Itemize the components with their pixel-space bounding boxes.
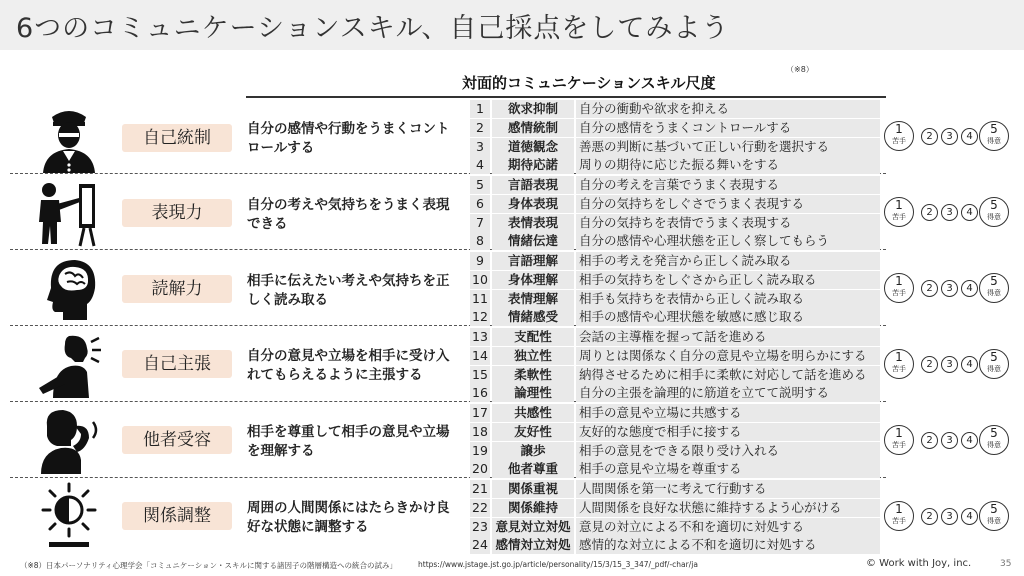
page-title: 6つのコミュニケーションスキル、自己採点をしてみよう (16, 13, 730, 44)
item-number: 22 (470, 499, 490, 517)
rating-option-4[interactable]: 4 (961, 204, 978, 221)
police-officer-icon (35, 103, 103, 173)
rating-option-2[interactable]: 2 (921, 128, 938, 145)
rating-option-5[interactable]: 5 得意 (979, 349, 1009, 379)
item-name: 感情統制 (492, 119, 574, 137)
rating-option-2[interactable]: 2 (921, 356, 938, 373)
item-text: 相手の気持ちをしぐさから正しく読み取る (576, 271, 880, 289)
rating-option-2[interactable]: 2 (921, 280, 938, 297)
item-number: 3 (470, 138, 490, 156)
item-text: 納得させるために相手に柔軟に対応して話を進める (576, 366, 880, 384)
item-text: 自分の考えを言葉でうまく表現する (576, 176, 880, 194)
item-number: 4 (470, 156, 490, 174)
rating-option-2[interactable]: 2 (921, 204, 938, 221)
item-text: 相手の考えを発言から正しく読み取る (576, 252, 880, 270)
item-name: 論理性 (492, 384, 574, 402)
skill-description: 相手に伝えたい考えや気持ちを正しく読み取る (247, 273, 450, 308)
item-name: 関係重視 (492, 480, 574, 498)
scale-underline (246, 96, 886, 98)
item-number: 16 (470, 384, 490, 402)
item-text: 相手の意見や立場を尊重する (576, 460, 880, 478)
item-text: 感情的な対立による不和を適切に対処する (576, 536, 880, 554)
item-text: 自分の気持ちを表情でうまく表現する (576, 214, 880, 232)
page-number: 35 (1000, 559, 1012, 569)
item-number: 23 (470, 518, 490, 536)
rating-option-1[interactable]: 1 苦手 (884, 501, 914, 531)
rating-option-1[interactable]: 1 苦手 (884, 197, 914, 227)
scale-title: 対面的コミュニケーションスキル尺度 (462, 74, 716, 92)
item-name: 共感性 (492, 404, 574, 422)
item-text: 友好的な態度で相手に接する (576, 423, 880, 441)
item-text: 相手も気持ちを表情から正しく読み取る (576, 290, 880, 308)
rating-option-1[interactable]: 1 苦手 (884, 349, 914, 379)
rating-option-3[interactable]: 3 (941, 508, 958, 525)
scale-note: （※8） (786, 65, 814, 74)
item-number: 5 (470, 176, 490, 194)
rating-scale[interactable] (881, 273, 1011, 305)
rating-option-5[interactable]: 5 得意 (979, 501, 1009, 531)
item-text: 人間関係を良好な状態に維持するよう心がける (576, 499, 880, 517)
item-name: 言語理解 (492, 252, 574, 270)
item-name: 情緒感受 (492, 308, 574, 326)
item-number: 15 (470, 366, 490, 384)
item-text: 意見の対立による不和を適切に対処する (576, 518, 880, 536)
item-name: 言語表現 (492, 176, 574, 194)
listening-person-icon (35, 406, 103, 476)
item-name: 譲歩 (492, 442, 574, 460)
rating-scale[interactable] (881, 425, 1011, 457)
item-number: 19 (470, 442, 490, 460)
rating-scale[interactable] (881, 501, 1011, 533)
item-number: 9 (470, 252, 490, 270)
item-text: 会話の主導権を握って話を進める (576, 328, 880, 346)
rating-option-5[interactable]: 5 得意 (979, 197, 1009, 227)
rating-option-3[interactable]: 3 (941, 432, 958, 449)
skill-description: 相手を尊重して相手の意見や立場を理解する (247, 424, 450, 459)
rating-option-4[interactable]: 4 (961, 356, 978, 373)
item-number: 21 (470, 480, 490, 498)
rating-option-3[interactable]: 3 (941, 280, 958, 297)
item-number: 10 (470, 271, 490, 289)
skill-name-comprehension: 読解力 (122, 275, 232, 303)
item-name: 支配性 (492, 328, 574, 346)
rating-option-5[interactable]: 5 得意 (979, 425, 1009, 455)
rating-option-1[interactable]: 1 苦手 (884, 273, 914, 303)
item-text: 周りの期待に応じた振る舞いをする (576, 156, 880, 174)
skill-name-expression: 表現力 (122, 199, 232, 227)
item-number: 8 (470, 232, 490, 250)
rating-option-3[interactable]: 3 (941, 204, 958, 221)
footnote-citation: （※8）日本パーソナリティ心理学会「コミュニケーション・スキルに関する諸因子の階層構造への統合の試み」 (20, 561, 397, 570)
item-number: 12 (470, 308, 490, 326)
item-number: 17 (470, 404, 490, 422)
skill-name-relationship: 関係調整 (122, 502, 232, 530)
balance-contrast-icon (35, 482, 103, 552)
speaking-person-icon (35, 330, 103, 400)
item-name: 独立性 (492, 347, 574, 365)
item-number: 24 (470, 536, 490, 554)
item-name: 欲求抑制 (492, 100, 574, 118)
skill-description: 自分の考えや気持ちをうまく表現できる (247, 197, 450, 232)
item-name: 身体理解 (492, 271, 574, 289)
rating-option-5[interactable]: 5 得意 (979, 273, 1009, 303)
item-text: 相手の感情や心理状態を敏感に感じ取る (576, 308, 880, 326)
rating-scale[interactable] (881, 121, 1011, 153)
item-text: 人間関係を第一に考えて行動する (576, 480, 880, 498)
item-text: 善悪の判断に基づいて正しい行動を選択する (576, 138, 880, 156)
item-name: 期待応諾 (492, 156, 574, 174)
rating-option-2[interactable]: 2 (921, 508, 938, 525)
item-number: 2 (470, 119, 490, 137)
item-text: 相手の意見をできる限り受け入れる (576, 442, 880, 460)
rating-option-3[interactable]: 3 (941, 356, 958, 373)
skill-name-acceptance: 他者受容 (122, 426, 232, 454)
item-text: 自分の主張を論理的に筋道を立てて説明する (576, 384, 880, 402)
copyright: © Work with Joy, inc. (866, 558, 972, 569)
rating-option-1[interactable]: 1 苦手 (884, 121, 914, 151)
item-name: 感情対立対処 (492, 536, 574, 554)
item-name: 意見対立対処 (492, 518, 574, 536)
item-name: 表情理解 (492, 290, 574, 308)
item-number: 7 (470, 214, 490, 232)
rating-scale[interactable] (881, 197, 1011, 229)
item-text: 自分の感情や心理状態を正しく察してもらう (576, 232, 880, 250)
item-text: 自分の感情をうまくコントロールする (576, 119, 880, 137)
skill-name-assertion: 自己主張 (122, 350, 232, 378)
skill-description: 自分の意見や立場を相手に受け入れてもらえるように主張する (247, 348, 450, 383)
item-number: 20 (470, 460, 490, 478)
skill-name-self-control: 自己統制 (122, 124, 232, 152)
brain-head-icon (35, 254, 103, 324)
item-name: 道徳観念 (492, 138, 574, 156)
footnote-url[interactable]: https://www.jstage.jst.go.jp/article/personality/15/3/15_3_347/_pdf/-char/ja (418, 560, 698, 569)
item-name: 柔軟性 (492, 366, 574, 384)
item-name: 表情表現 (492, 214, 574, 232)
rating-option-3[interactable]: 3 (941, 128, 958, 145)
skill-description: 自分の感情や行動をうまくコントロールする (247, 121, 450, 156)
rating-option-2[interactable]: 2 (921, 432, 938, 449)
rating-option-4[interactable]: 4 (961, 280, 978, 297)
rating-option-5[interactable]: 5 得意 (979, 121, 1009, 151)
item-text: 周りとは関係なく自分の意見や立場を明らかにする (576, 347, 880, 365)
item-name: 友好性 (492, 423, 574, 441)
rating-option-4[interactable]: 4 (961, 508, 978, 525)
rating-scale[interactable] (881, 349, 1011, 381)
item-name: 身体表現 (492, 195, 574, 213)
item-text: 自分の気持ちをしぐさでうまく表現する (576, 195, 880, 213)
item-name: 情緒伝達 (492, 232, 574, 250)
item-number: 13 (470, 328, 490, 346)
item-name: 他者尊重 (492, 460, 574, 478)
presenter-icon (35, 178, 103, 248)
item-number: 14 (470, 347, 490, 365)
item-name: 関係維持 (492, 499, 574, 517)
rating-option-4[interactable]: 4 (961, 432, 978, 449)
item-text: 相手の意見や立場に共感する (576, 404, 880, 422)
item-text: 自分の衝動や欲求を抑える (576, 100, 880, 118)
skill-description: 周囲の人間関係にはたらきかけ良好な状態に調整する (247, 500, 450, 535)
rating-option-4[interactable]: 4 (961, 128, 978, 145)
item-number: 11 (470, 290, 490, 308)
rating-option-1[interactable]: 1 苦手 (884, 425, 914, 455)
item-number: 6 (470, 195, 490, 213)
item-number: 18 (470, 423, 490, 441)
item-number: 1 (470, 100, 490, 118)
